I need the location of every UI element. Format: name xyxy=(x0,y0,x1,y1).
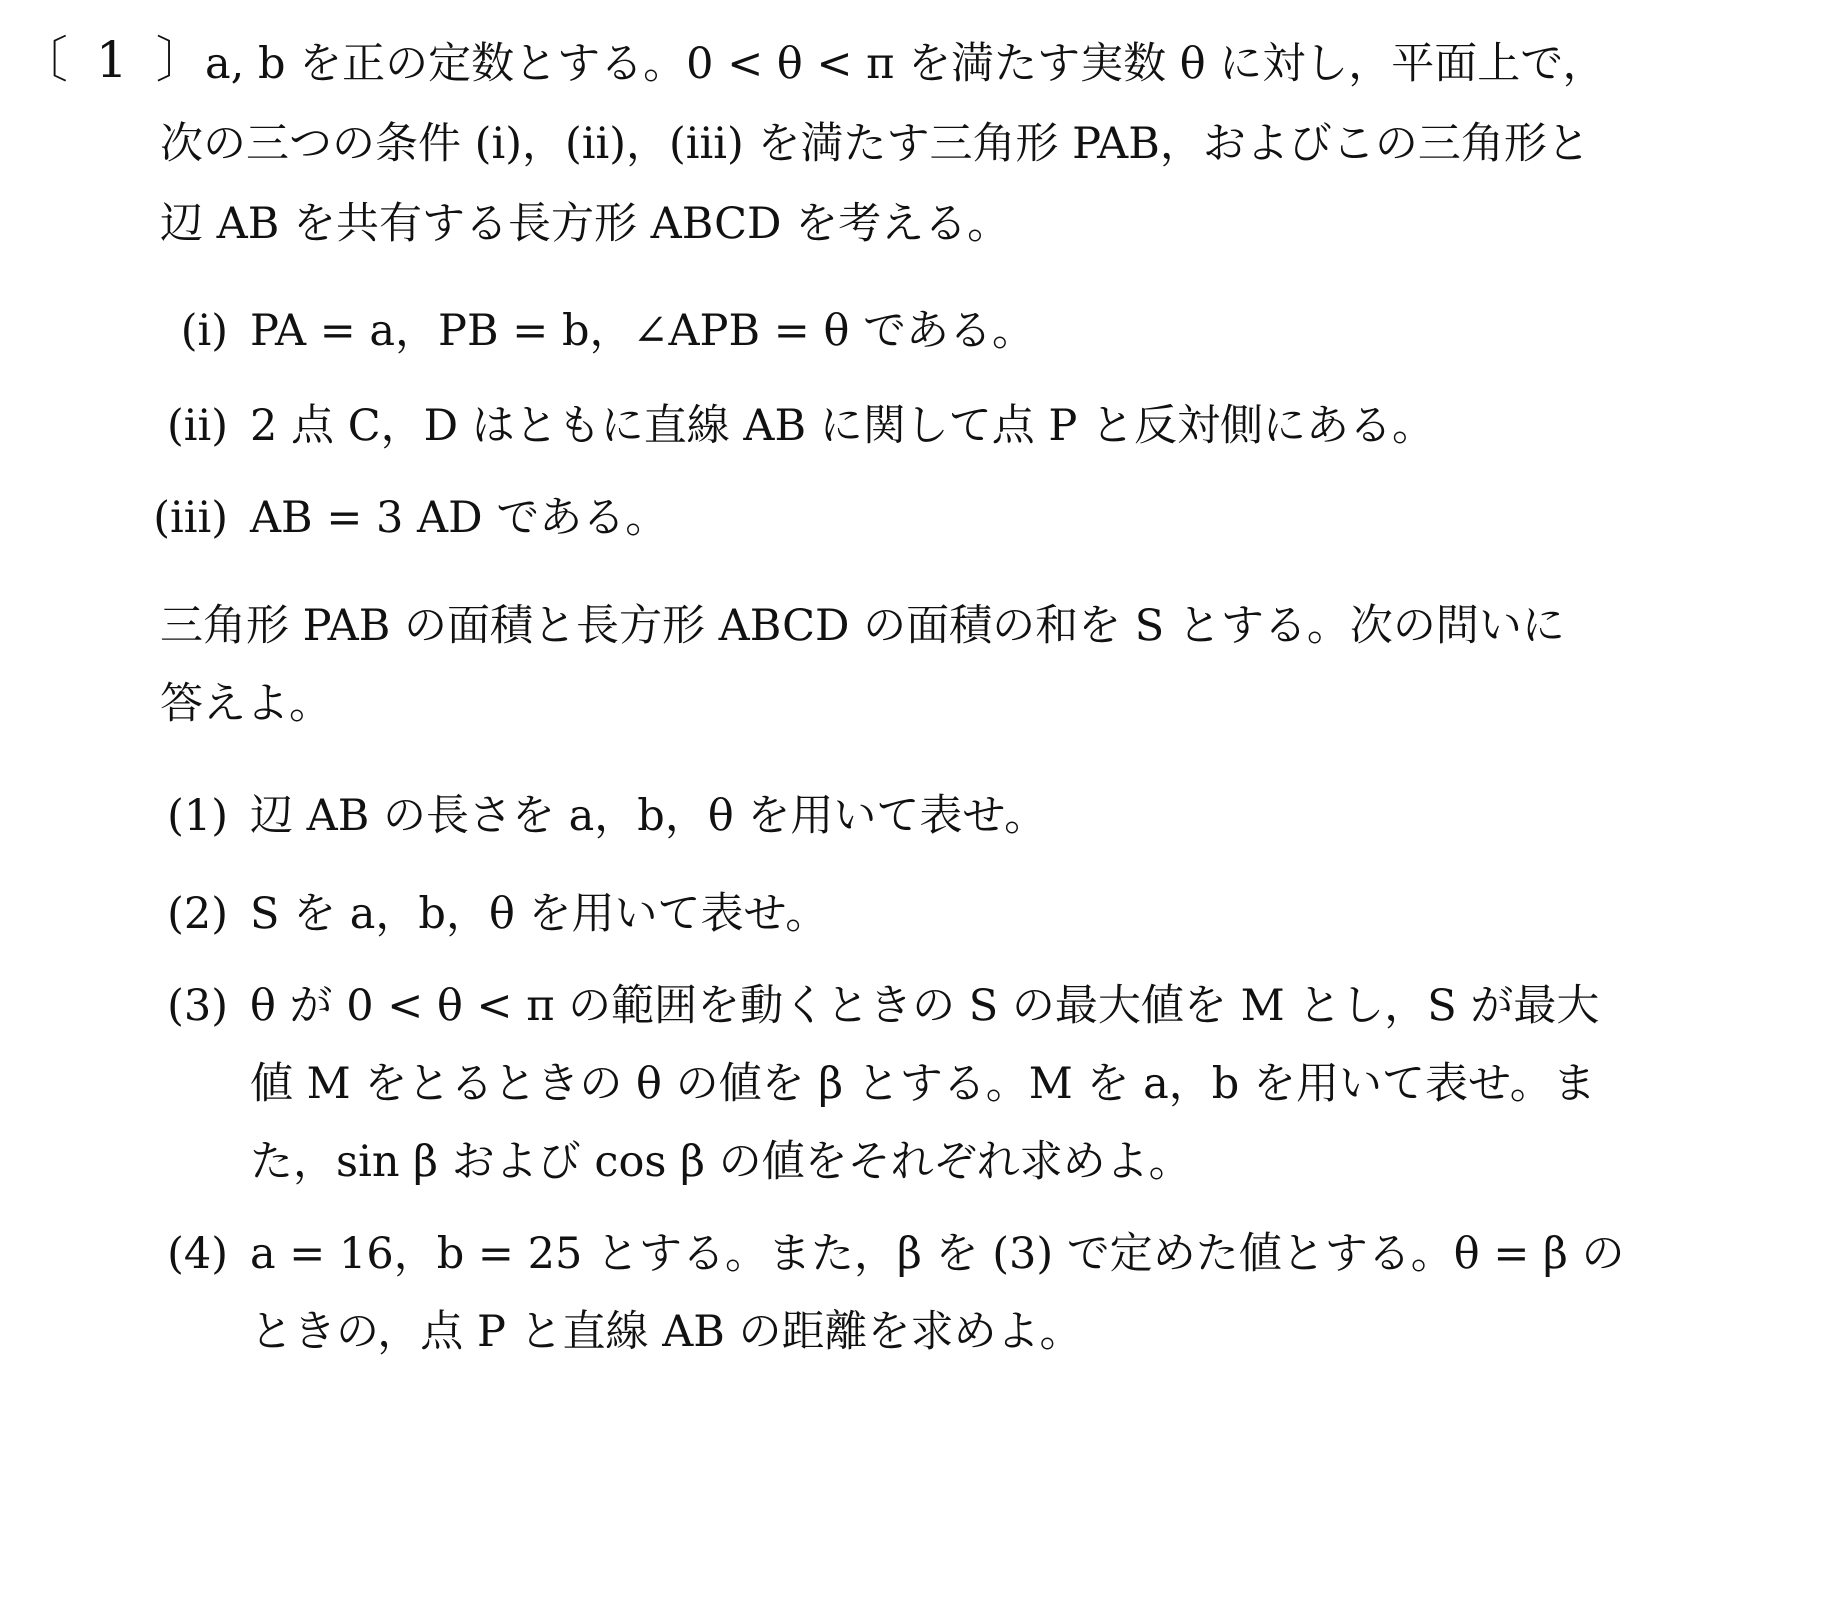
question-label: (3) xyxy=(167,981,228,1031)
question-label: (2) xyxy=(167,889,228,939)
problem-number: 〔 1 〕 xyxy=(18,31,212,89)
question-text-line-2: 値 M をとるときの θ の値を β とする。M を a，b を用いて表せ。ま xyxy=(250,1059,1596,1109)
condition-label: (i) xyxy=(180,306,228,356)
condition-label: (ii) xyxy=(166,401,228,451)
condition-text: 2 点 C，D はともに直線 AB に関して点 P と反対側にある。 xyxy=(250,401,1435,451)
intro-line-3: 辺 AB を共有する長方形 ABCD を考える。 xyxy=(160,199,1011,249)
statement-line-1: 三角形 PAB の面積と長方形 ABCD の面積の和を S とする。次の問いに xyxy=(160,601,1565,651)
question-text-line-2: ときの，点 P と直線 AB の距離を求めよ。 xyxy=(250,1307,1083,1357)
question-label: (1) xyxy=(167,791,228,841)
question-text-line-1: a = 16，b = 25 とする。また，β を (3) で定めた値とする。θ = β の xyxy=(250,1229,1625,1279)
condition-text: AB = 3 AD である。 xyxy=(250,493,669,543)
intro-line-1: a, b を正の定数とする。0 < θ < π を満たす実数 θ に対し，平面上で， xyxy=(205,39,1606,89)
question-text: S を a，b，θ を用いて表せ。 xyxy=(250,889,829,939)
question-text: 辺 AB の長さを a，b，θ を用いて表せ。 xyxy=(250,791,1048,841)
question-text-line-1: θ が 0 < θ < π の範囲を動くときの S の最大値を M とし，S が最大 xyxy=(250,981,1600,1031)
intro-line-2: 次の三つの条件 (i)，(ii)，(iii) を満たす三角形 PAB，およびこの三角形と xyxy=(160,119,1590,169)
condition-text: PA = a，PB = b，∠APB = θ である。 xyxy=(250,306,1036,356)
question-text-line-3: た，sin β および cos β の値をそれぞれ求めよ。 xyxy=(250,1137,1192,1187)
condition-label: (iii) xyxy=(153,493,228,543)
question-label: (4) xyxy=(167,1229,228,1279)
statement-line-2: 答えよ。 xyxy=(160,679,332,729)
